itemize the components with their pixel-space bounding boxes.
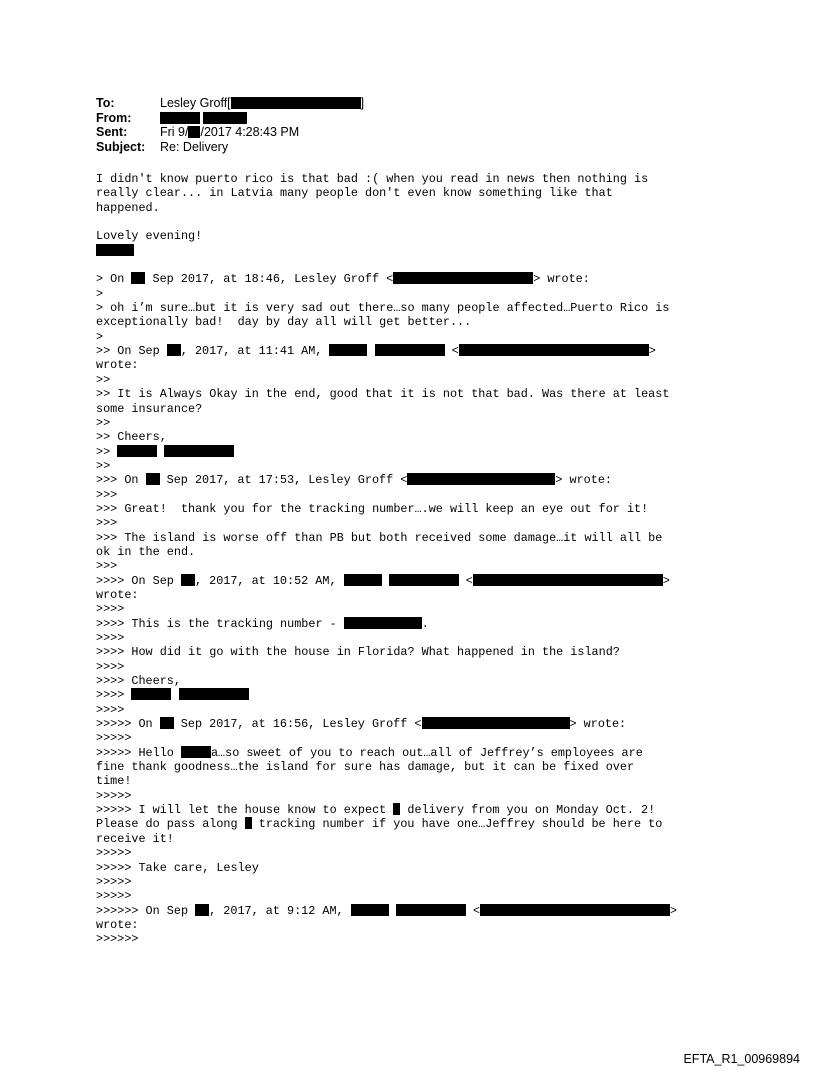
header-row bbox=[96, 140, 696, 155]
body-line bbox=[96, 904, 736, 918]
redaction-block bbox=[195, 904, 209, 916]
redaction-block bbox=[351, 904, 389, 916]
body-line bbox=[96, 229, 736, 243]
text-segment: >>> The island is worse off than PB but both received some damage…it will all be bbox=[96, 530, 663, 545]
text-segment: >>>> Cheers, bbox=[96, 674, 181, 689]
text-segment bbox=[157, 445, 164, 459]
body-line bbox=[96, 932, 736, 946]
body-line bbox=[96, 531, 736, 545]
document-id: EFTA_R1_00969894 bbox=[683, 1052, 800, 1066]
redaction-block bbox=[181, 574, 195, 586]
text-segment: >>>> bbox=[96, 602, 125, 617]
text-segment: >>>>> On bbox=[96, 717, 160, 732]
body-line bbox=[96, 272, 736, 286]
text-segment: >>> Great! thank you for the tracking number….we will keep an eye out for it! bbox=[96, 501, 649, 516]
body-line bbox=[96, 817, 736, 831]
body-line bbox=[96, 516, 736, 530]
text-segment: ] bbox=[360, 96, 365, 110]
text-segment: > bbox=[669, 903, 678, 918]
text-segment: exceptionally bad! day by day all will get better... bbox=[96, 315, 472, 330]
body-line bbox=[96, 201, 736, 215]
text-segment: >>>> bbox=[96, 631, 125, 645]
text-segment: >>> On bbox=[96, 473, 146, 488]
body-line bbox=[96, 574, 736, 588]
text-segment: . bbox=[421, 616, 429, 631]
redaction-block bbox=[473, 574, 663, 586]
text-segment: Sep 2017, at 17:53, Lesley Groff < bbox=[159, 473, 408, 488]
text-segment: >> bbox=[96, 444, 118, 459]
text-segment: Re: Delivery bbox=[160, 139, 229, 154]
text-segment: , 2017, at 9:12 AM, bbox=[209, 903, 351, 918]
redaction-block bbox=[181, 746, 211, 758]
text-segment: >> Cheers, bbox=[96, 430, 167, 445]
text-segment: /2017 4:28:43 PM bbox=[200, 125, 300, 139]
body-line bbox=[96, 172, 736, 186]
text-segment: >> bbox=[96, 415, 111, 430]
body-line bbox=[96, 473, 736, 487]
body-line bbox=[96, 645, 736, 659]
body-line bbox=[96, 731, 736, 745]
text-segment: >>>>> bbox=[96, 889, 132, 904]
text-segment: >>> bbox=[96, 516, 118, 531]
text-segment: fine thank goodness…the island for sure has damage, but it can be fixed over bbox=[96, 760, 635, 775]
text-segment bbox=[171, 688, 178, 702]
text-segment: < bbox=[465, 903, 480, 918]
body-line bbox=[96, 918, 736, 932]
text-segment: Lovely evening! bbox=[96, 229, 203, 244]
body-line bbox=[96, 832, 736, 846]
body-line bbox=[96, 875, 736, 889]
text-segment: >>>> How did it go with the house in Florida? What happened in the island? bbox=[96, 645, 620, 660]
text-segment: < bbox=[444, 344, 459, 359]
header-row bbox=[96, 111, 696, 126]
text-segment: Fri 9/ bbox=[160, 125, 189, 139]
redaction-block bbox=[231, 97, 361, 109]
text-segment: >>>> This is the tracking number - bbox=[96, 616, 344, 631]
redaction-block bbox=[146, 473, 160, 485]
body-line bbox=[96, 186, 736, 200]
body-line bbox=[96, 301, 736, 315]
body-line bbox=[96, 373, 736, 387]
text-segment: >>>>> Take care, Lesley bbox=[96, 860, 259, 875]
header-value bbox=[160, 111, 247, 126]
text-segment: >>>> bbox=[96, 702, 125, 717]
text-segment: >>>>> bbox=[96, 874, 132, 889]
body-line bbox=[96, 660, 736, 674]
header-label: Sent: bbox=[96, 125, 128, 139]
text-segment: wrote: bbox=[96, 358, 139, 373]
header-label: To: bbox=[96, 96, 115, 110]
body-line bbox=[96, 717, 736, 731]
body-line bbox=[96, 387, 736, 401]
body-line bbox=[96, 244, 736, 258]
body-line bbox=[96, 416, 736, 430]
text-segment: >>>>> bbox=[96, 846, 132, 861]
text-segment: >>>>> Hello bbox=[96, 745, 181, 760]
body-line bbox=[96, 674, 736, 688]
text-segment: a…so sweet of you to reach out…all of Jeffrey’s employees are bbox=[210, 745, 643, 760]
body-line bbox=[96, 861, 736, 875]
redaction-block bbox=[329, 344, 367, 356]
text-segment: >>>> bbox=[96, 688, 132, 703]
redaction-block bbox=[117, 445, 157, 457]
text-segment: >> bbox=[96, 458, 111, 473]
body-line bbox=[96, 502, 736, 516]
text-segment: Sep 2017, at 18:46, Lesley Groff < bbox=[145, 272, 394, 287]
body-line bbox=[96, 774, 736, 788]
text-segment: >>>>>> On Sep bbox=[96, 903, 196, 918]
text-segment: Please do pass along bbox=[96, 817, 245, 832]
redaction-block bbox=[344, 574, 382, 586]
text-segment: >>> bbox=[96, 487, 118, 502]
text-segment: receive it! bbox=[96, 831, 174, 846]
text-segment bbox=[389, 904, 396, 918]
redaction-block bbox=[396, 904, 466, 916]
text-segment: wrote: bbox=[96, 587, 139, 602]
text-segment: wrote: bbox=[96, 917, 139, 932]
text-segment: >>>>> bbox=[96, 788, 132, 803]
text-segment: > wrote: bbox=[555, 473, 612, 488]
header-row bbox=[96, 96, 696, 111]
redaction-block bbox=[245, 817, 252, 829]
text-segment: happened. bbox=[96, 200, 160, 215]
text-segment: ok in the end. bbox=[96, 544, 196, 559]
body-line bbox=[96, 344, 736, 358]
text-segment: >> bbox=[96, 372, 111, 387]
body-line bbox=[96, 545, 736, 559]
text-segment: >>>>> bbox=[96, 731, 132, 746]
text-segment: > bbox=[648, 344, 656, 359]
redaction-block bbox=[480, 904, 670, 916]
text-segment: > bbox=[662, 573, 670, 588]
redaction-block bbox=[203, 112, 247, 124]
text-segment bbox=[382, 574, 389, 588]
header-label: From: bbox=[96, 110, 132, 125]
text-segment: >> It is Always Okay in the end, good that it is not that bad. Was there at least bbox=[96, 387, 670, 402]
redaction-block bbox=[131, 688, 171, 700]
text-segment: , 2017, at 10:52 AM, bbox=[194, 573, 344, 588]
body-line bbox=[96, 287, 736, 301]
body-line bbox=[96, 402, 736, 416]
text-segment: > On bbox=[96, 272, 132, 287]
redaction-block bbox=[164, 445, 234, 457]
body-line bbox=[96, 602, 736, 616]
text-segment: tracking number if you have one…Jeffrey should be here to bbox=[251, 817, 663, 832]
email-header bbox=[96, 96, 696, 154]
redaction-block bbox=[407, 473, 555, 485]
body-line bbox=[96, 746, 736, 760]
redaction-block bbox=[188, 126, 200, 138]
body-line bbox=[96, 358, 736, 372]
body-line bbox=[96, 258, 736, 272]
text-segment: Lesley Groff[ bbox=[160, 96, 231, 110]
text-segment bbox=[367, 344, 374, 358]
text-segment: < bbox=[458, 573, 473, 588]
redaction-block bbox=[459, 344, 649, 356]
text-segment: , 2017, at 11:41 AM, bbox=[180, 344, 330, 359]
header-value bbox=[160, 96, 364, 111]
text-segment: >> On Sep bbox=[96, 344, 167, 359]
text-segment: time! bbox=[96, 774, 132, 789]
text-segment: Sep 2017, at 16:56, Lesley Groff < bbox=[173, 717, 422, 732]
body-line bbox=[96, 846, 736, 860]
body-line bbox=[96, 631, 736, 645]
body-line bbox=[96, 688, 736, 702]
body-line bbox=[96, 488, 736, 502]
redaction-block bbox=[422, 717, 570, 729]
header-label: Subject: bbox=[96, 139, 146, 154]
text-segment: > bbox=[96, 286, 104, 301]
body-line bbox=[96, 315, 736, 329]
text-segment: >>>>> I will let the house know to expect bbox=[96, 803, 394, 818]
redaction-block bbox=[96, 244, 134, 256]
body-line bbox=[96, 445, 736, 459]
body-line bbox=[96, 889, 736, 903]
body-line bbox=[96, 215, 736, 229]
redaction-block bbox=[389, 574, 459, 586]
text-segment: really clear... in Latvia many people don't even know something like that bbox=[96, 186, 613, 201]
redaction-block bbox=[131, 272, 145, 284]
redaction-block bbox=[375, 344, 445, 356]
body-line bbox=[96, 588, 736, 602]
text-segment: >>>> bbox=[96, 659, 125, 674]
text-segment: > oh i’m sure…but it is very sad out there…so many people affected…Puerto Rico is bbox=[96, 301, 670, 316]
redaction-block bbox=[344, 617, 422, 629]
redaction-block bbox=[393, 272, 533, 284]
body-line bbox=[96, 330, 736, 344]
header-value bbox=[160, 125, 299, 140]
header-value bbox=[160, 140, 228, 155]
text-segment: > wrote: bbox=[533, 272, 590, 287]
redaction-block bbox=[160, 717, 174, 729]
redaction-block bbox=[160, 112, 200, 124]
body-line bbox=[96, 459, 736, 473]
text-segment: > bbox=[96, 329, 104, 344]
body-line bbox=[96, 803, 736, 817]
body-line bbox=[96, 430, 736, 444]
redaction-block bbox=[167, 344, 181, 356]
text-segment: delivery from you on Monday Oct. 2! bbox=[400, 803, 656, 818]
body-line bbox=[96, 703, 736, 717]
body-line bbox=[96, 789, 736, 803]
body-line bbox=[96, 760, 736, 774]
header-row bbox=[96, 125, 696, 140]
body-line bbox=[96, 617, 736, 631]
text-segment: some insurance? bbox=[96, 401, 203, 416]
text-segment: >>>>>> bbox=[96, 932, 139, 947]
redaction-block bbox=[179, 688, 249, 700]
email-body bbox=[96, 172, 736, 947]
body-line bbox=[96, 559, 736, 573]
text-segment: >>> bbox=[96, 559, 118, 574]
text-segment: >>>> On Sep bbox=[96, 573, 181, 588]
text-segment: > wrote: bbox=[569, 717, 627, 732]
text-segment: I didn't know puerto rico is that bad :( when you read in news then nothing is bbox=[96, 172, 649, 186]
